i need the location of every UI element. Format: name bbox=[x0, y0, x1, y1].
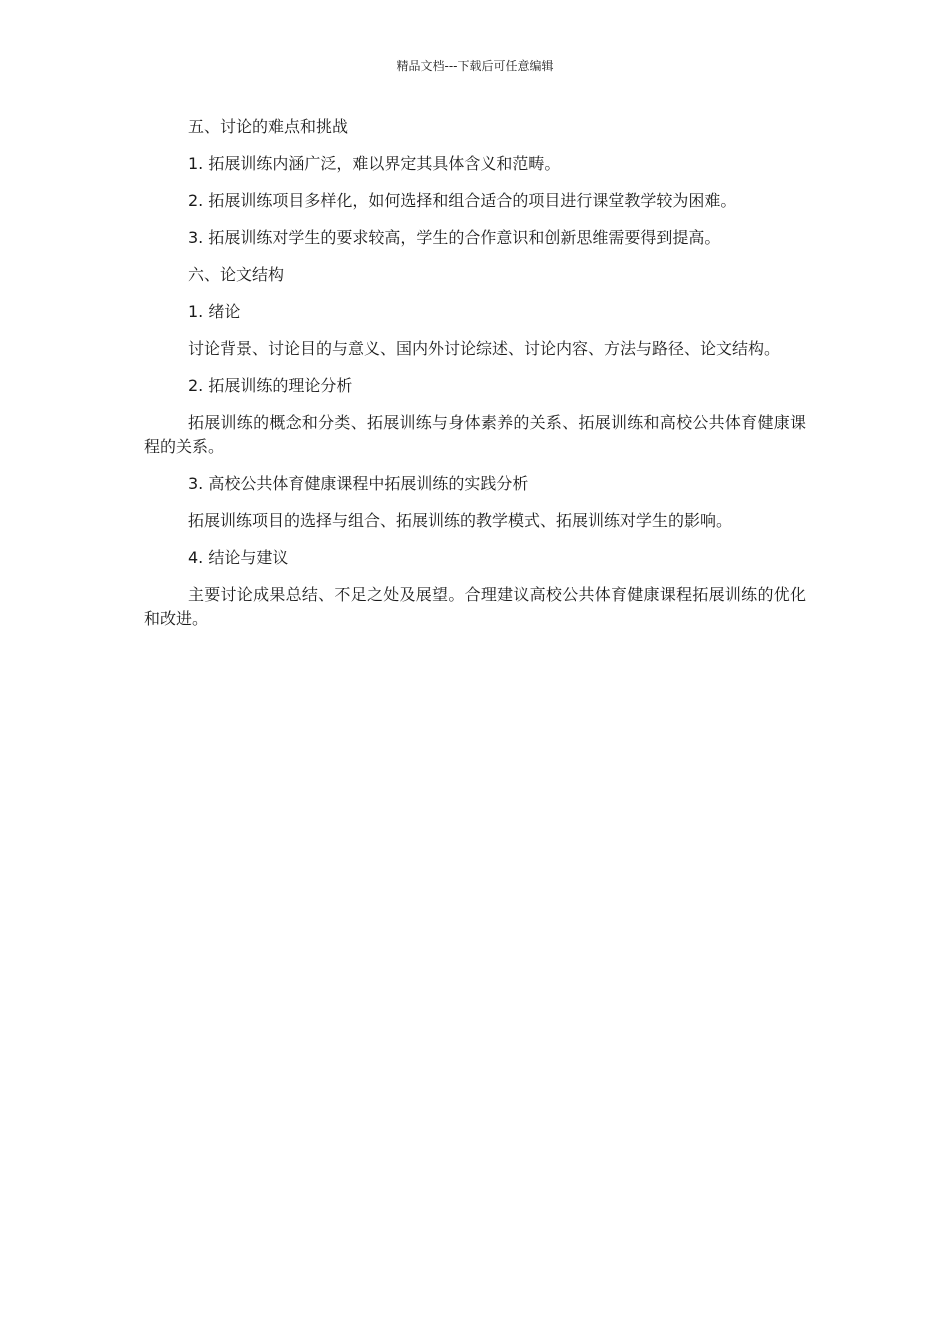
document-body bbox=[144, 115, 806, 644]
section-heading-structure: 六、论文结构 bbox=[188, 265, 285, 284]
paragraph-practice: 拓展训练项目的选择与组合、拓展训练的教学模式、拓展训练对学生的影响。 bbox=[188, 511, 733, 530]
list-item-difficulty-2: 2. 拓展训练项目多样化，如何选择和组合适合的项目进行课堂教学较为困难。 bbox=[188, 191, 737, 210]
list-item-difficulty-1: 1. 拓展训练内涵广泛，难以界定其具体含义和范畴。 bbox=[188, 154, 561, 173]
header-note: 精品文档---下载后可任意编辑 bbox=[396, 59, 554, 73]
subheading-theory: 2. 拓展训练的理论分析 bbox=[188, 376, 353, 395]
paragraph-conclusion: 主要讨论成果总结、不足之处及展望。合理建议高校公共体育健康课程拓展训练的优化和改进。 bbox=[144, 585, 806, 628]
subheading-introduction: 1. 绪论 bbox=[188, 302, 241, 321]
list-item-difficulty-3: 3. 拓展训练对学生的要求较高，学生的合作意识和创新思维需要得到提高。 bbox=[188, 228, 721, 247]
paragraph-theory: 拓展训练的概念和分类、拓展训练与身体素养的关系、拓展训练和高校公共体育健康课程的关系。 bbox=[144, 413, 806, 456]
subheading-practice: 3. 高校公共体育健康课程中拓展训练的实践分析 bbox=[188, 474, 529, 493]
section-heading-difficulties: 五、讨论的难点和挑战 bbox=[188, 117, 349, 136]
subheading-conclusion: 4. 结论与建议 bbox=[188, 548, 289, 567]
paragraph-introduction: 讨论背景、讨论目的与意义、国内外讨论综述、讨论内容、方法与路径、论文结构。 bbox=[188, 339, 781, 358]
